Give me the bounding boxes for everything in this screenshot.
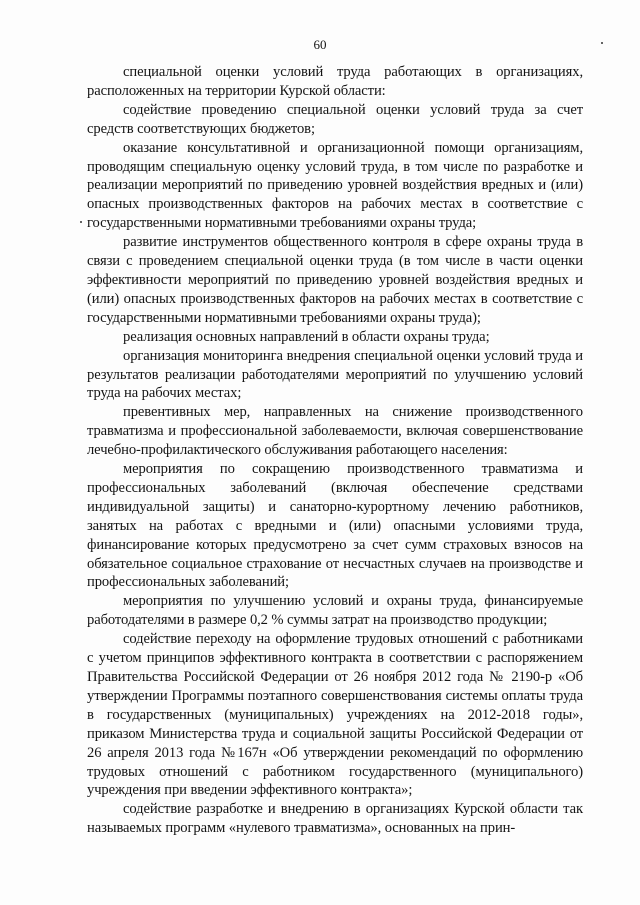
scan-speck [601,42,603,44]
page-number: 60 [313,37,327,52]
paragraph: содействие проведению специальной оценки условий труда за счет средств соответствующих бюджетов; [87,101,583,137]
paragraph: реализация основных направлений в области охраны труда; [123,328,490,345]
paragraph: организация мониторинга внедрения специальной оценки условий труда и результатов реализации работодателями мероприятий по улучшению условий труда на рабочих местах; [87,347,583,402]
paragraph: мероприятия по сокращению производственного травматизма и профессиональных заболеваний (включая обеспечение средствами индивидуальной защиты) и санаторно-курортному лечению работников, занятых на работах с вредными и (или) опасными условиями труда, финансирование которых предусмотрено за счет сумм страховых взносов на обязательное социальное страхование от несчастных случаев на производстве и профессиональных заболеваний; [87,461,583,591]
paragraph: мероприятия по улучшению условий и охраны труда, финансируемые работодателями в размере 0,2 % суммы затрат на производство продукции; [87,593,583,629]
paragraph: оказание консультативной и организационной помощи организациям, проводящим специальную оценку условий труда, в том числе по разработке и реализации мероприятий по приведению уровней воздействия вредных и (или) опасных производственных факторов на рабочих местах в соответствие с государственными нормативными требованиями охраны труда; [87,139,583,232]
paragraph: содействие разработке и внедрению в организациях Курской области так называемых программ «нулевого травматизма», основанных на прин- [87,801,583,837]
document-body [87,63,583,838]
paragraph: содействие переходу на оформление трудовых отношений с работниками с учетом принципов эффективного контракта в соответствии с распоряжением Правительства Российской Федерации от 26 ноября 2012 года № 2190-р «Об утверждении Программы поэтапного совершенствования системы оплаты труда в государственных (муниципальных) учреждениях на 2012-2018 годы», приказом Министерства труда и социальной защиты Российской Федерации от 26 апреля 2013 года №167н «Об утверждении рекомендаций по оформлению трудовых отношений с работником государственного (муниципального) учреждения при введении эффективного контракта»; [87,631,583,799]
paragraph: развитие инструментов общественного контроля в сфере охраны труда в связи с проведением специальной оценки труда (в том числе в части оценки эффективности мероприятий по приведению уровней воздействия вредных и (или) опасных производственных факторов на рабочих местах в соответствие с государственными нормативными требованиями охраны труда); [87,234,583,326]
paragraph: специальной оценки условий труда работающих в организациях, расположенных на территории Курской области: [87,64,583,99]
scan-speck [80,221,82,223]
paragraph: превентивных мер, направленных на снижение производственного травматизма и профессиональной заболеваемости, включая совершенствование лечебно-профилактического обслуживания работающего населения: [87,404,583,459]
